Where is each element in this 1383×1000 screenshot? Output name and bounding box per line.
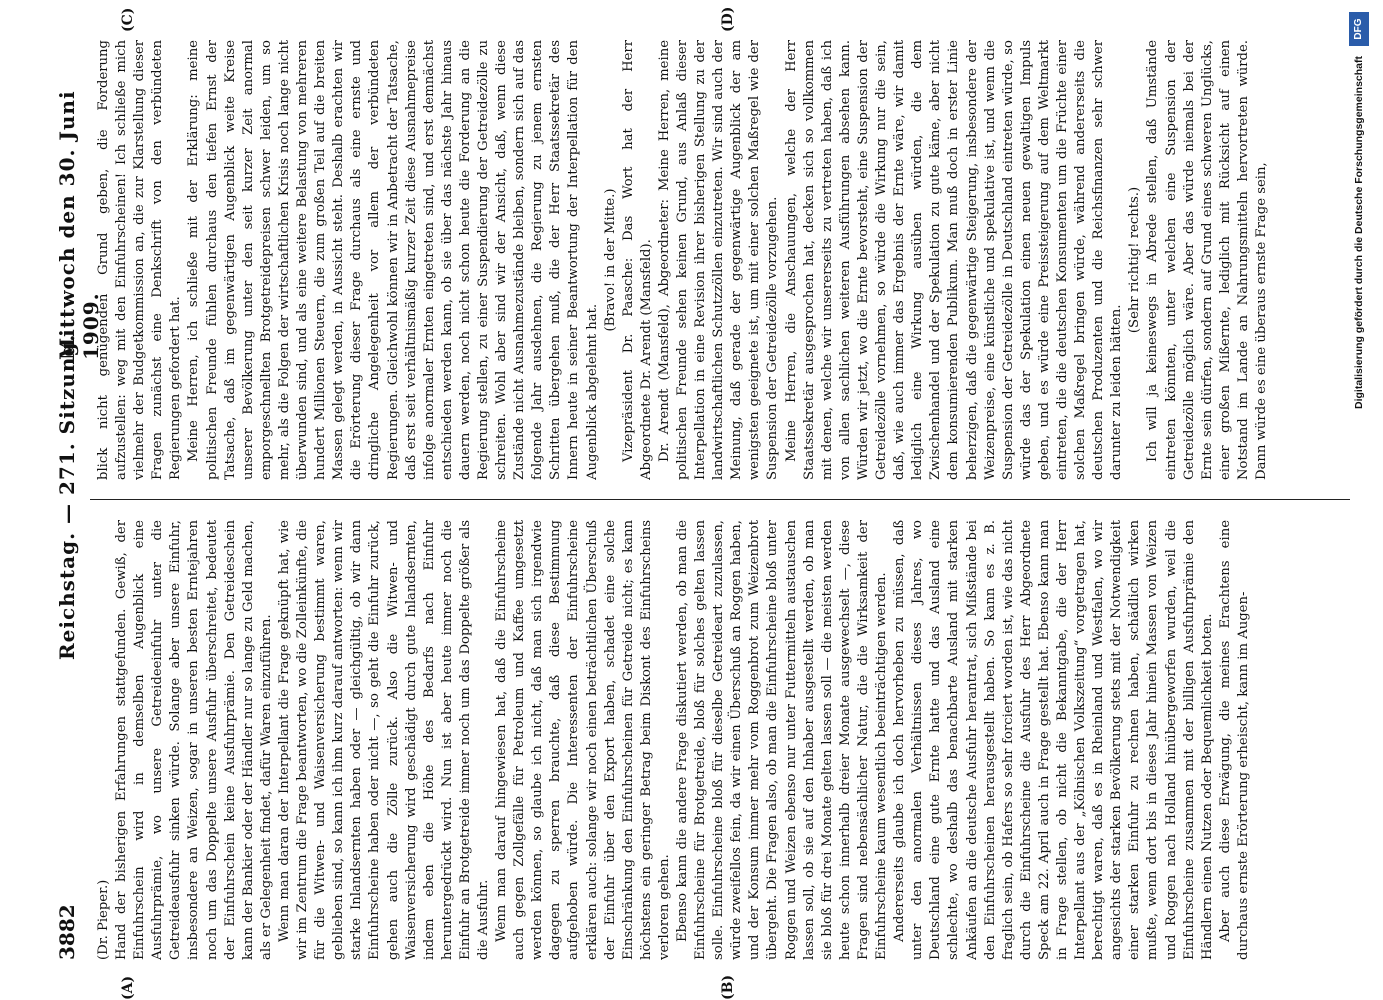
paragraph: Meine Herren, die Anschauungen, welche der Herr Staatssekretär ausgesprochen hat, decken sich so vollkommen mit denen, welche wir unsererseits zu vertreten haben, daß ich von allen sachlichen weiteren Ausführungen absehen kann. Würden wir jetzt, wo die Ernte bevorsteht, eine Suspension der Getreidezölle vornehmen, so würde die Wirkung nur die sein, daß, wie auch immer das Ergebnis der Ernte wäre, wir damit lediglich eine Wirkung ausüben würden, die dem Zwischenhandel und der Spekulation zu gute käme, aber nicht dem konsumierenden Publikum. Man muß doch in erster Linie beherzigen, daß die gegenwärtige Steigerung, insbesondere der Weizenpreise, eine künstliche und spekulative ist, und wenn die Suspension der Getreidezölle in Deutschland eintreten würde, so würde das der Spekulation einen neuen gewaltigen Impuls geben, und es würde eine Preissteigerung auf dem Weltmarkt eintreten, die die deutschen Konsumenten um die Früchte einer solchen Maßregel bringen würde, während andererseits die deutschen Produzenten und die Reichsfinanzen sehr schwer darunter zu leiden hätten. — [783, 40, 1125, 480]
page-number: 3882 — [55, 904, 79, 960]
margin-marker-a: (A) — [120, 975, 136, 1000]
paragraph: Meine Herren, ich schließe mit der Erklärung: meine politischen Freunde fühlen durchaus den tiefen Ernst der Tatsache, daß im gegenwärtigen Augenblick weite Kreise unserer Bevölkerung unter den seit kurzer Zeit anormal emporgeschnellten Brotgetreidepreisen schwer leiden, um so mehr, als die Folgen der wirtschaftlichen Krisis noch lange nicht überwunden sind, und als eine weitere Belastung von mehreren hundert Millionen Steuern, die zum großen Teil auf die breiten Massen gelegt werden, in Aussicht steht. Deshalb erachten wir die Erörterung dieser Frage durchaus als eine ernste und dringliche Angelegenheit vor allem der verbündeten Regierungen. Gleichwohl können wir in Anbetracht der Tatsache, daß erst seit verhältnismäßig kurzer Zeit diese Ausnahmepreise infolge anormaler Ernten eingetreten sind, und erst demnächst entschieden werden kann, ob sie über das nächste Jahr hinaus dauern werden, noch nicht schon heute die Forderung an die Regierung stellen, zu einer Suspendierung der Getreidezölle zu schreiten. Wohl aber sind wir der Ansicht, daß, wenn diese Zustände nicht Ausnahmezustände bleiben, sondern sich auf das folgende Jahr ausdehnen, die Regierung zu jenem ernsten Schritten übergehen muß, die der Herr Staatssekretär des Innern heute in seiner Beantwortung der Interpellation für den Augenblick abgelehnt hat. — [186, 40, 600, 480]
interjection: (Bravo! in der Mitte.) — [602, 188, 618, 332]
right-column — [95, 40, 1350, 480]
session-title: Reichstag. — 271. Sitzung. — [55, 333, 79, 660]
paragraph: Wenn man daran der Interpellant die Frage geknüpft hat, wie wir im Zentrum die Frage beantworten, wo die Zolleinkünfte, die für die Witwen- und Waisenversicherung bestimmt waren, geblieben sind, so kann ich ihm kurz darauf antworten: wenn wir starke Inlandsernten haben oder — gleichgültig, ob wir dann Einfuhrscheine haben oder nicht —, so geht die Einfuhr zurück, gehen auch die Zölle zurück. Also die Witwen- und Waisenversicherung wird geschädigt durch gute Inlandsernten, indem eben die Höhe des Bedarfs nach Einfuhr heruntergedrückt wird. Nun ist aber heute immer noch die Einfuhr an Brotgetreide immer noch um das Doppelte größer als die Ausfuhr. — [276, 520, 491, 960]
margin-marker-c: (C) — [120, 7, 136, 32]
left-column — [95, 520, 1350, 960]
column-separator — [90, 499, 1350, 500]
digitization-sidebar — [1343, 6, 1377, 996]
speaker-label: (Dr. Pieper.) — [96, 879, 111, 960]
interjection: (Sehr richtig! rechts.) — [1127, 186, 1143, 334]
dfg-logo: DFG — [1349, 12, 1369, 46]
paragraph: Dr. Arendt (Mansfeld), Abgeordneter: Meine Herren, meine politischen Freunde sehen keinen Grund, aus Anlaß dieser Interpellation in eine Revision ihrer bisherigen Stellung zu der landwirtschaftlichen Schutzzöllen einzutreten. Wir sind auch der Meinung, daß gerade der gegenwärtige Augenblick der am wenigsten geeignete ist, um mit einer solchen Maßregel wie der Suspension der Getreidezölle vorzugehen. — [656, 40, 781, 480]
page-header — [55, 40, 103, 960]
paragraph: Ebenso kann die andere Frage diskutiert werden, ob man die Einfuhrscheine für Brotgetreide, bloß für solches gelten lassen solle. Einfuhrscheine bloß für dieselbe Getreideart zuzulassen, würde zweifellos fein, da wir einen Überschuß an Roggen haben, und der Konsum immer mehr vom Roggenbrot zum Weizenbrot übergeht. Die Fragen also, ob man die Einfuhrscheine bloß unter Roggen und Weizen ebenso nur unter Futtermitteln austauschen lassen soll, ob sie auf den Inhaber ausgestellt werden, ob man sie bloß für drei Monate gelten lassen soll — die meisten werden heute schon innerhalb dreier Monate ausgewechselt —, diese Fragen sind nebensächlicher Natur, die die Wirksamkeit der Einfuhrscheine kaum wesentlich beeinträchtigen werden. — [675, 520, 890, 960]
paragraph: blick nicht genügenden Grund geben, die Forderung aufzustellen: weg mit den Einfuhrscheinen! Ich schließe mich vielmehr der Budgetkommission an, die zur Klarstellung dieser Fragen zunächst eine Denkschrift von den verbündeten Regierungen gefordert hat. — [96, 40, 184, 480]
margin-marker-d: (D) — [720, 6, 736, 32]
paragraph: Andererseits glaube ich doch hervorheben zu müssen, daß unter den anormalen Verhältnissen dieses Jahres, wo Deutschland eine gute Ernte hatte und das Ausland eine schlechte, wo deshalb das benachbarte Ausland mit starken Ankäufen an die deutsche Ausfuhr herantrat, sich Mißstände bei den Einfuhrscheinen herausgestellt haben. So kann es z. B. fraglich sein, ob Hafers so sehr forciert worden ist, wie das nicht durch die Einfuhrscheine die Ausfuhr des Herr Abgeordnete Speck am 22. April auch in Frage gestellt hat. Ebenso kann man in Frage stellen, ob nicht die Bekanntgabe, die der Herr Interpellant aus der „Kölnischen Volkszeitung“ vorgetragen hat, berechtigt waren, daß es in Rheinland und Westfalen, wo wir angesichts der starken Bevölkerung stets mit der Notwendigkeit einer starken Einfuhr zu rechnen haben, schädlich wirken mußte, wenn dort bis in dieses Jahr hinein Massen von Weizen und Roggen nach Holland hinübergeworfen wurden, weil die Einfuhrscheine zusammen mit der billigen Ausfuhrprämie den Händlern einen Nutzen oder Bequemlichkeit boten. — [892, 520, 1215, 960]
margin-marker-b: (B) — [720, 974, 736, 1000]
session-date: Mittwoch den 30. Juni 1909. — [55, 90, 103, 360]
paragraph: Ich will ja keineswegs in Abrede stellen, daß Umstände eintreten könnten, unter welchen eine Suspension der Getreidezölle möglich wäre. Aber das würde niemals bei der Ernte sein dürfen, sondern auf Grund eines schweren Unglücks, einer großen Mißernte, lediglich mit Rücksicht auf einen Notstand im Lande an Nahrungsmitteln hervortreten würde. Dann würde es eine überaus ernste Frage sein, — [1145, 40, 1269, 480]
digitization-note: Digitalisierung gefördert durch die Deutsche Forschungsgemeinschaft — [1353, 56, 1365, 409]
paragraph: Wenn man darauf hingewiesen hat, daß die Einfuhrscheine auch gegen Zollgefälle für Petroleum und Kaffee umgesetzt werden können, so glaube ich nicht, daß man sich irgendwie dagegen zu sperren brauchte, daß diese Bestimmung aufgehoben würde. Die Interessenten der Einfuhrscheine erklären auch: solange wir noch einen beträchtlichen Überschuß der Einfuhr über den Export haben, schadet eine solche Einschränkung den Einfuhrscheinen für Getreide nicht; es kann höchstens ein geringer Betrag beim Diskont des Einfuhrscheins verloren gehen. — [494, 520, 672, 960]
paragraph: Vizepräsident Dr. Paasche: Das Wort hat der Herr Abgeordnete Dr. Arendt (Mansfeld). — [620, 40, 654, 480]
paragraph: Aber auch diese Erwägung, die meines Erachtens eine durchaus ernste Erörterung erheischt, kann im Augen- — [1217, 520, 1251, 960]
paragraph: Hand der bisherigen Erfahrungen stattgefunden. Gewiß, der Einfuhrschein wird in demselben Augenblick eine Ausfuhrprämie, wo unsere Getreideeinfuhr unter die Getreideausfuhr sinken würde. Solange aber unsere Einfuhr, insbesondere an Weizen, sogar in unseren besten Erntejahren noch um das Doppelte unsere Ausfuhr überschreitet, bedeutet der Einfuhrschein keine Ausfuhrprämie. Den Getreideschein kann der Bankier oder der Händler nur so lange zu Geld machen, als er Gelegenheit findet, dafür Waren einzuführen. — [114, 520, 274, 960]
